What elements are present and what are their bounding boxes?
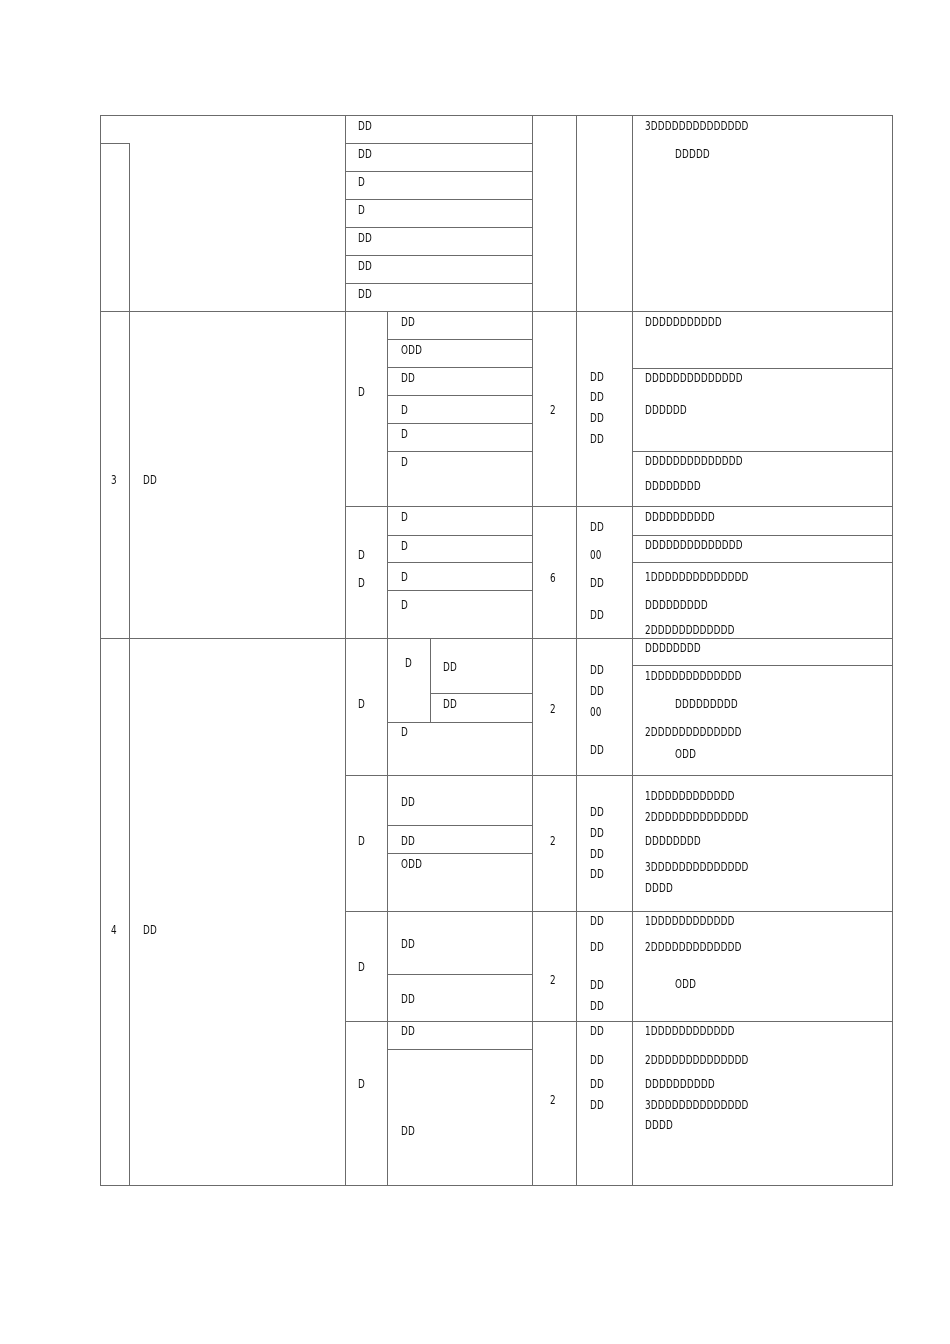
table-cell-r4-a-sub-d: D — [405, 656, 412, 670]
table-cell-r3-a-sub-1: DD — [401, 315, 415, 329]
table-rule-horizontal — [632, 665, 893, 666]
table-cell-r3-b-n4: DDDDDDDDD — [645, 598, 708, 612]
table-cell-r3-a-n4: DDDDDDDDDDDDDD — [645, 454, 743, 468]
table-cell-r2-sub-2: DD — [358, 147, 372, 161]
table-cell-r3-a-m2: DD — [590, 390, 604, 404]
table-cell-r4-b-score: 2 — [550, 834, 556, 848]
table-cell-r4-d-m2: DD — [590, 1053, 604, 1067]
table-cell-r4-c-cat: D — [358, 960, 365, 974]
table-cell-r2-sub-7: DD — [358, 287, 372, 301]
table-cell-r4-b-m4: DD — [590, 867, 604, 881]
table-cell-r3-b-n3: 1DDDDDDDDDDDDDD — [645, 570, 749, 584]
table-cell-r3-a-n1: DDDDDDDDDDD — [645, 315, 722, 329]
table-rule-horizontal — [387, 590, 533, 591]
table-cell-r3-b-sub-3: D — [401, 570, 408, 584]
table-rule-horizontal — [345, 775, 893, 776]
table-cell-r4-a-m3: 00 — [590, 705, 602, 719]
table-rule-horizontal — [345, 255, 533, 256]
table-cell-r4-a-m1: DD — [590, 663, 604, 677]
table-cell-r4-a-n2: 1DDDDDDDDDDDDD — [645, 669, 742, 683]
table-cell-r3-b-sub-2: D — [401, 539, 408, 553]
table-cell-r2-sub-6: DD — [358, 259, 372, 273]
table-cell-r3-b-m1: DD — [590, 520, 604, 534]
table-cell-r4-b-m3: DD — [590, 847, 604, 861]
table-rule-vertical — [129, 143, 130, 1186]
table-cell-r4-c-sub-1: DD — [401, 937, 415, 951]
table-rule-horizontal — [632, 368, 893, 369]
table-rule-horizontal — [632, 451, 893, 452]
table-cell-r3-a-m1: DD — [590, 370, 604, 384]
table-cell-r3-a-n5: DDDDDDDD — [645, 479, 701, 493]
table-cell-r3-name: DD — [143, 473, 157, 487]
table-cell-r3-a-sub-4: D — [401, 403, 408, 417]
table-cell-r4-c-n3: ODD — [675, 977, 697, 991]
table-cell-r4-a-m4: DD — [590, 743, 604, 757]
table-cell-r3-b-n1: DDDDDDDDDD — [645, 510, 715, 524]
table-cell-r3-a-sub-6: D — [401, 455, 408, 469]
table-cell-r3-a-m3: DD — [590, 411, 604, 425]
table-rule-horizontal — [387, 451, 533, 452]
table-rule-vertical — [632, 115, 633, 1186]
table-cell-r4-b-sub-3: ODD — [401, 857, 423, 871]
table-cell-r4-d-cat: D — [358, 1077, 365, 1091]
table-cell-r4-a-m2: DD — [590, 684, 604, 698]
table-rule-horizontal — [100, 311, 893, 312]
table-rule-horizontal — [345, 1021, 893, 1022]
table-cell-r2-sub-1: DD — [358, 119, 372, 133]
table-rule-vertical — [430, 638, 431, 723]
table-rule-horizontal — [632, 535, 893, 536]
table-rule-horizontal — [100, 1185, 893, 1186]
table-rule-horizontal — [345, 283, 533, 284]
table-cell-r3-a-n3: DDDDDD — [645, 403, 687, 417]
table-rule-horizontal — [100, 115, 893, 116]
table-rule-horizontal — [387, 535, 533, 536]
table-cell-r2-note-2: DDDDD — [675, 147, 710, 161]
table-cell-r4-d-sub-1: DD — [401, 1024, 415, 1038]
table-cell-r4-a-sub-dd1: DD — [443, 660, 457, 674]
table-cell-r2-note-1: 3DDDDDDDDDDDDDD — [645, 119, 749, 133]
table-cell-r2-sub-3: D — [358, 175, 365, 189]
table-rule-vertical — [532, 115, 533, 1186]
table-cell-r3-b-sub-1: D — [401, 510, 408, 524]
table-cell-r4-c-n1: 1DDDDDDDDDDDD — [645, 914, 735, 928]
table-cell-r3-b-score: 6 — [550, 571, 556, 585]
table-cell-r4-a-n1: DDDDDDDD — [645, 641, 701, 655]
table-cell-r4-d-m1: DD — [590, 1024, 604, 1038]
table-cell-r3-b-sub-4: D — [401, 598, 408, 612]
table-rule-horizontal — [387, 853, 533, 854]
table-cell-r4-a-n4: 2DDDDDDDDDDDDD — [645, 725, 742, 739]
table-cell-r3-a-score: 2 — [550, 403, 556, 417]
table-rule-horizontal — [387, 423, 533, 424]
table-cell-r4-d-score: 2 — [550, 1093, 556, 1107]
table-rule-horizontal — [387, 825, 533, 826]
table-cell-r4-b-n1: 1DDDDDDDDDDDD — [645, 789, 735, 803]
table-rule-horizontal — [632, 562, 893, 563]
table-rule-horizontal — [387, 562, 533, 563]
table-cell-r4-c-m2: DD — [590, 940, 604, 954]
table-rule-horizontal — [345, 199, 533, 200]
table-cell-r4-c-score: 2 — [550, 973, 556, 987]
table-cell-r3-a-sub-2: ODD — [401, 343, 423, 357]
table-rule-horizontal — [387, 722, 533, 723]
table-cell-r4-a-score: 2 — [550, 702, 556, 716]
table-cell-r3-b-n5: 2DDDDDDDDDDDD — [645, 623, 735, 637]
table-rule-vertical — [576, 115, 577, 1186]
table-cell-r4-b-n2: 2DDDDDDDDDDDDDD — [645, 810, 749, 824]
table-cell-r4-c-n2: 2DDDDDDDDDDDDD — [645, 940, 742, 954]
table-cell-r4-d-n3: DDDDDDDDDD — [645, 1077, 715, 1091]
table-rule-horizontal — [387, 367, 533, 368]
table-rule-horizontal — [100, 143, 130, 144]
table-cell-r3-b-cat1: D — [358, 548, 365, 562]
table-rule-horizontal — [100, 638, 893, 639]
table-cell-r4-a-cat: D — [358, 697, 365, 711]
table-cell-r4-c-sub-2: DD — [401, 992, 415, 1006]
table-rule-vertical — [892, 115, 893, 1186]
table-rule-horizontal — [345, 911, 893, 912]
table-cell-r3-b-m3: DD — [590, 576, 604, 590]
table-cell-r3-b-n2: DDDDDDDDDDDDDD — [645, 538, 743, 552]
table-cell-r4-a-sub-dd2: DD — [443, 697, 457, 711]
table-cell-r3-a-n2: DDDDDDDDDDDDDD — [645, 371, 743, 385]
table-cell-r4-name: DD — [143, 923, 157, 937]
table-cell-r4-b-sub-1: DD — [401, 795, 415, 809]
table-cell-r3-a-sub-5: D — [401, 427, 408, 441]
table-cell-r3-b-m2: 00 — [590, 548, 602, 562]
table-cell-r2-sub-4: D — [358, 203, 365, 217]
table-cell-r4-a-sub-d2: D — [401, 725, 408, 739]
table-cell-r4-no: 4 — [111, 923, 117, 937]
table-rule-horizontal — [387, 1049, 533, 1050]
table-cell-r4-a-n5: ODD — [675, 747, 697, 761]
table-rule-vertical — [100, 115, 101, 1186]
table-cell-r4-c-m3: DD — [590, 978, 604, 992]
table-cell-r2-sub-5: DD — [358, 231, 372, 245]
table-rule-horizontal — [387, 974, 533, 975]
table-cell-r4-a-n3: DDDDDDDDD — [675, 697, 738, 711]
table-cell-r3-b-cat2: D — [358, 576, 365, 590]
table-cell-r4-d-m4: DD — [590, 1098, 604, 1112]
table-cell-r3-no: 3 — [111, 473, 117, 487]
table-cell-r4-b-sub-2: DD — [401, 834, 415, 848]
table-cell-r4-b-cat: D — [358, 834, 365, 848]
table-cell-r4-d-n2: 2DDDDDDDDDDDDDD — [645, 1053, 749, 1067]
table-cell-r4-c-m1: DD — [590, 914, 604, 928]
table-rule-horizontal — [430, 693, 533, 694]
table-cell-r4-b-n4: 3DDDDDDDDDDDDDD — [645, 860, 749, 874]
table-rule-horizontal — [345, 143, 533, 144]
table-cell-r3-a-cat: D — [358, 385, 365, 399]
table-cell-r4-c-m4: DD — [590, 999, 604, 1013]
table-cell-r4-d-sub-2: DD — [401, 1124, 415, 1138]
table-cell-r4-d-n4: 3DDDDDDDDDDDDDD — [645, 1098, 749, 1112]
table-rule-horizontal — [345, 506, 893, 507]
table-cell-r4-b-n5: DDDD — [645, 881, 673, 895]
table-cell-r4-d-n5: DDDD — [645, 1118, 673, 1132]
table-cell-r4-d-m3: DD — [590, 1077, 604, 1091]
table-cell-r4-b-m2: DD — [590, 826, 604, 840]
table-rule-vertical — [345, 115, 346, 1186]
table-cell-r3-a-m4: DD — [590, 432, 604, 446]
table-cell-r3-b-m4: DD — [590, 608, 604, 622]
table-rule-horizontal — [387, 395, 533, 396]
table-rule-horizontal — [345, 171, 533, 172]
table-rule-vertical — [387, 311, 388, 1186]
table-cell-r4-b-m1: DD — [590, 805, 604, 819]
table-cell-r4-b-n3: DDDDDDDD — [645, 834, 701, 848]
table-rule-horizontal — [387, 339, 533, 340]
table-cell-r4-d-n1: 1DDDDDDDDDDDD — [645, 1024, 735, 1038]
table-cell-r3-a-sub-3: DD — [401, 371, 415, 385]
table-rule-horizontal — [345, 227, 533, 228]
